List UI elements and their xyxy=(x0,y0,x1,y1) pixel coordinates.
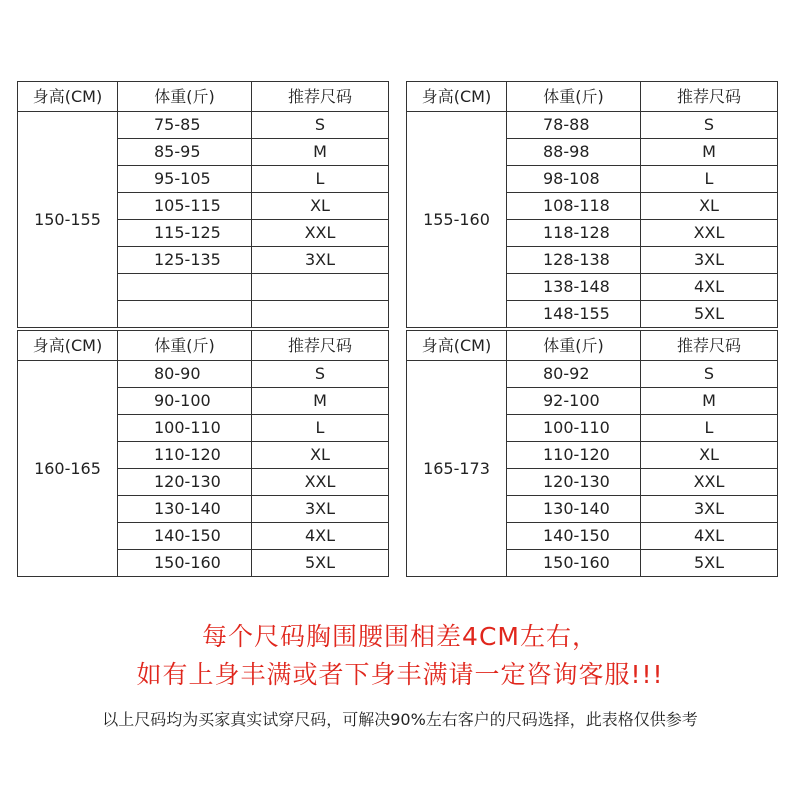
recommended-size-cell: 4XL xyxy=(641,274,778,301)
size-header: 推荐尺码 xyxy=(641,82,778,112)
size-table xyxy=(406,330,778,577)
recommended-size-cell: XL xyxy=(252,442,389,469)
table-header-row xyxy=(18,82,389,112)
recommended-size-cell: S xyxy=(252,361,389,388)
size-header: 推荐尺码 xyxy=(641,331,778,361)
weight-range-cell xyxy=(118,274,252,301)
height-range-cell: 160-165 xyxy=(18,361,118,577)
weight-range-cell: 100-110 xyxy=(507,415,641,442)
recommended-size-cell: XL xyxy=(641,193,778,220)
recommended-size-cell: 3XL xyxy=(641,247,778,274)
weight-range-cell xyxy=(118,301,252,328)
weight-range-cell: 105-115 xyxy=(118,193,252,220)
weight-range-cell: 90-100 xyxy=(118,388,252,415)
weight-header: 体重(斤) xyxy=(507,331,641,361)
table-row xyxy=(18,112,389,139)
recommended-size-cell: L xyxy=(641,166,778,193)
recommended-size-cell: XL xyxy=(641,442,778,469)
size-header: 推荐尺码 xyxy=(252,331,389,361)
size-note-line-1: 每个尺码胸围腰围相差4CM左右， xyxy=(202,622,598,651)
recommended-size-cell: XL xyxy=(252,193,389,220)
size-header: 推荐尺码 xyxy=(252,82,389,112)
weight-range-cell: 140-150 xyxy=(118,523,252,550)
recommended-size-cell: 4XL xyxy=(641,523,778,550)
weight-range-cell: 120-130 xyxy=(507,469,641,496)
weight-range-cell: 75-85 xyxy=(118,112,252,139)
recommended-size-cell: XXL xyxy=(641,220,778,247)
weight-range-cell: 148-155 xyxy=(507,301,641,328)
recommended-size-cell: 5XL xyxy=(641,301,778,328)
table-header-row xyxy=(18,331,389,361)
table-header-row xyxy=(407,331,778,361)
weight-range-cell: 140-150 xyxy=(507,523,641,550)
height-header: 身高(CM) xyxy=(407,331,507,361)
recommended-size-cell: M xyxy=(252,139,389,166)
weight-range-cell: 130-140 xyxy=(118,496,252,523)
table-row xyxy=(407,112,778,139)
weight-range-cell: 85-95 xyxy=(118,139,252,166)
recommended-size-cell: 3XL xyxy=(252,247,389,274)
weight-range-cell: 108-118 xyxy=(507,193,641,220)
weight-header: 体重(斤) xyxy=(507,82,641,112)
recommended-size-cell: L xyxy=(252,415,389,442)
weight-range-cell: 150-160 xyxy=(507,550,641,577)
weight-header: 体重(斤) xyxy=(118,82,252,112)
weight-range-cell: 118-128 xyxy=(507,220,641,247)
weight-range-cell: 125-135 xyxy=(118,247,252,274)
weight-range-cell: 98-108 xyxy=(507,166,641,193)
recommended-size-cell: S xyxy=(641,112,778,139)
weight-range-cell: 80-90 xyxy=(118,361,252,388)
weight-range-cell: 100-110 xyxy=(118,415,252,442)
height-header: 身高(CM) xyxy=(18,82,118,112)
weight-range-cell: 128-138 xyxy=(507,247,641,274)
recommended-size-cell: M xyxy=(641,388,778,415)
weight-range-cell: 110-120 xyxy=(507,442,641,469)
weight-range-cell: 130-140 xyxy=(507,496,641,523)
weight-range-cell: 78-88 xyxy=(507,112,641,139)
table-row xyxy=(18,361,389,388)
recommended-size-cell: M xyxy=(641,139,778,166)
table-row xyxy=(407,361,778,388)
size-note-line-2: 如有上身丰满或者下身丰满请一定咨询客服!!! xyxy=(136,660,664,689)
recommended-size-cell: S xyxy=(641,361,778,388)
height-range-cell: 150-155 xyxy=(18,112,118,328)
weight-range-cell: 80-92 xyxy=(507,361,641,388)
height-header: 身高(CM) xyxy=(18,331,118,361)
recommended-size-cell: S xyxy=(252,112,389,139)
recommended-size-cell xyxy=(252,301,389,328)
table-header-row xyxy=(407,82,778,112)
recommended-size-cell: XXL xyxy=(641,469,778,496)
recommended-size-cell: L xyxy=(252,166,389,193)
weight-range-cell: 138-148 xyxy=(507,274,641,301)
weight-range-cell: 120-130 xyxy=(118,469,252,496)
weight-range-cell: 150-160 xyxy=(118,550,252,577)
recommended-size-cell: M xyxy=(252,388,389,415)
size-table xyxy=(406,81,778,328)
recommended-size-cell xyxy=(252,274,389,301)
weight-range-cell: 115-125 xyxy=(118,220,252,247)
height-range-cell: 155-160 xyxy=(407,112,507,328)
recommended-size-cell: 3XL xyxy=(641,496,778,523)
recommended-size-cell: XXL xyxy=(252,220,389,247)
weight-range-cell: 95-105 xyxy=(118,166,252,193)
size-table xyxy=(17,330,389,577)
weight-range-cell: 110-120 xyxy=(118,442,252,469)
weight-range-cell: 88-98 xyxy=(507,139,641,166)
weight-header: 体重(斤) xyxy=(118,331,252,361)
size-disclaimer: 以上尺码均为买家真实试穿尺码，可解决90%左右客户的尺码选择，此表格仅供参考 xyxy=(102,710,698,729)
height-range-cell: 165-173 xyxy=(407,361,507,577)
size-table xyxy=(17,81,389,328)
recommended-size-cell: 5XL xyxy=(252,550,389,577)
recommended-size-cell: 5XL xyxy=(641,550,778,577)
weight-range-cell: 92-100 xyxy=(507,388,641,415)
height-header: 身高(CM) xyxy=(407,82,507,112)
recommended-size-cell: XXL xyxy=(252,469,389,496)
recommended-size-cell: 4XL xyxy=(252,523,389,550)
recommended-size-cell: 3XL xyxy=(252,496,389,523)
recommended-size-cell: L xyxy=(641,415,778,442)
